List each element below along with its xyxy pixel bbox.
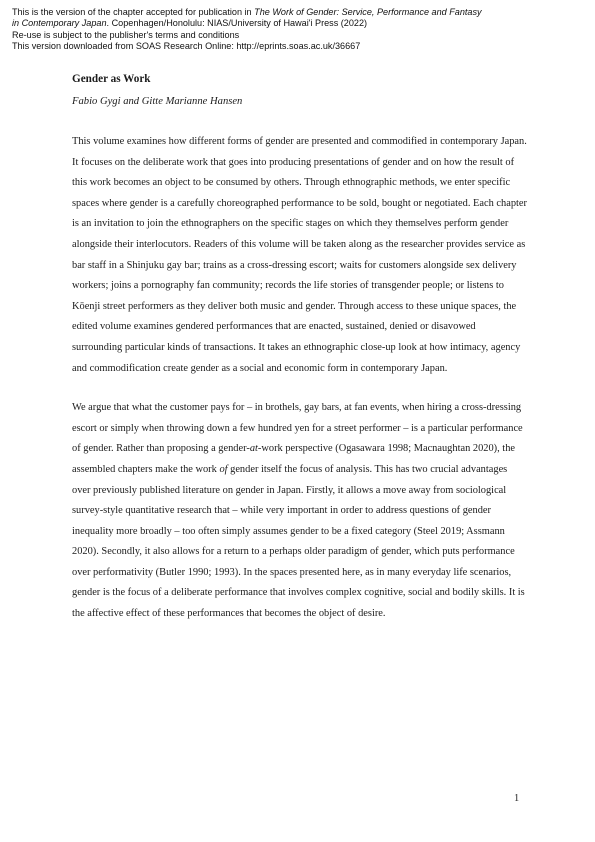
paragraph-2-text-a: We argue that what the customer pays for – in brothels, gay bars, at fan events, when hiring a cross-dressing escort or simply when throwing down a few hundred yen for a street performer – is a particular performance of gender. Rather than proposing a gender- <box>72 402 523 455</box>
paragraph-2 <box>72 398 527 625</box>
header-line-1 <box>12 7 587 18</box>
header-line-3: Re-use is subject to the publisher's terms and conditions <box>12 29 240 40</box>
header-line-2 <box>12 18 587 29</box>
paragraph-1: This volume examines how different forms of gender are presented and commodified in contemporary Japan. It focuses on the deliberate work that goes into producing presentations of gender and on how the result of this work becomes an object to be consumed by others. Through ethnographic methods, we enter specific spaces where gender is a carefully choreographed performance to be sold, bought or negotiated. Each chapter is an invitation to join the ethnographers on the specific stages on which they themselves perform gender alongside their interlocutors. Readers of this volume will be taken along as the researcher provides service as bar staff in a Shinjuku gay bar; trains as a cross-dressing escort; waits for customers alongside sex delivery workers; joins a pornography fan community; records the life stories of transgender people; or listens to Kōenji street performers as they deliver both music and gender. Through access to these unique spaces, the edited volume examines gendered performances that are enacted, sustained, denied or disavowed surrounding particular kinds of transactions. It takes an ethnographic close-up look at how intimacy, agency and commodification create gender as a social and economic form in contemporary Japan. <box>72 136 527 374</box>
paragraph-2-text-b: -work perspective (Ogasawara 1998; Macnaughtan 2020), the assembled chapters make the work <box>72 443 515 475</box>
book-title: The Work of Gender: Service, Performance and Fantasy <box>254 7 482 17</box>
article-body <box>72 72 527 625</box>
repository-header <box>12 7 587 52</box>
article-authors: Fabio Gygi and Gitte Marianne Hansen <box>72 96 243 107</box>
header-line-4: This version downloaded from SOAS Research Online: http://eprints.soas.ac.uk/36667 <box>12 40 361 51</box>
page-number: 1 <box>514 793 520 804</box>
paragraph-2-text-c: gender itself the focus of analysis. This has two crucial advantages over previously published literature on gender in Japan. Firstly, it allows a move away from sociological survey-style quantitative research that – while very important in order to address questions of gender inequality more broadly – too often simply assumes gender to be a fixed category (Steel 2019; Assmann 2020). Secondly, it also allows for a return to a perhaps older paradigm of gender, which puts performance over performativity (Butler 1990; 1993). In the spaces presented here, as in many everyday life scenarios, gender is the focus of a deliberate performance that involves complex cognitive, social and bodily skills. It is the affective effect of these performances that becomes the object of desire. <box>72 463 525 620</box>
header-text: This is the version of the chapter accepted for publication in <box>12 7 255 17</box>
emphasis-of: of <box>219 463 228 475</box>
emphasis-at: at <box>249 443 258 455</box>
publisher-info: . Copenhagen/Honolulu: NIAS/University of Hawai'i Press (2022) <box>106 18 368 29</box>
book-title-cont: in Contemporary Japan <box>12 18 107 29</box>
article-title: Gender as Work <box>72 73 151 85</box>
